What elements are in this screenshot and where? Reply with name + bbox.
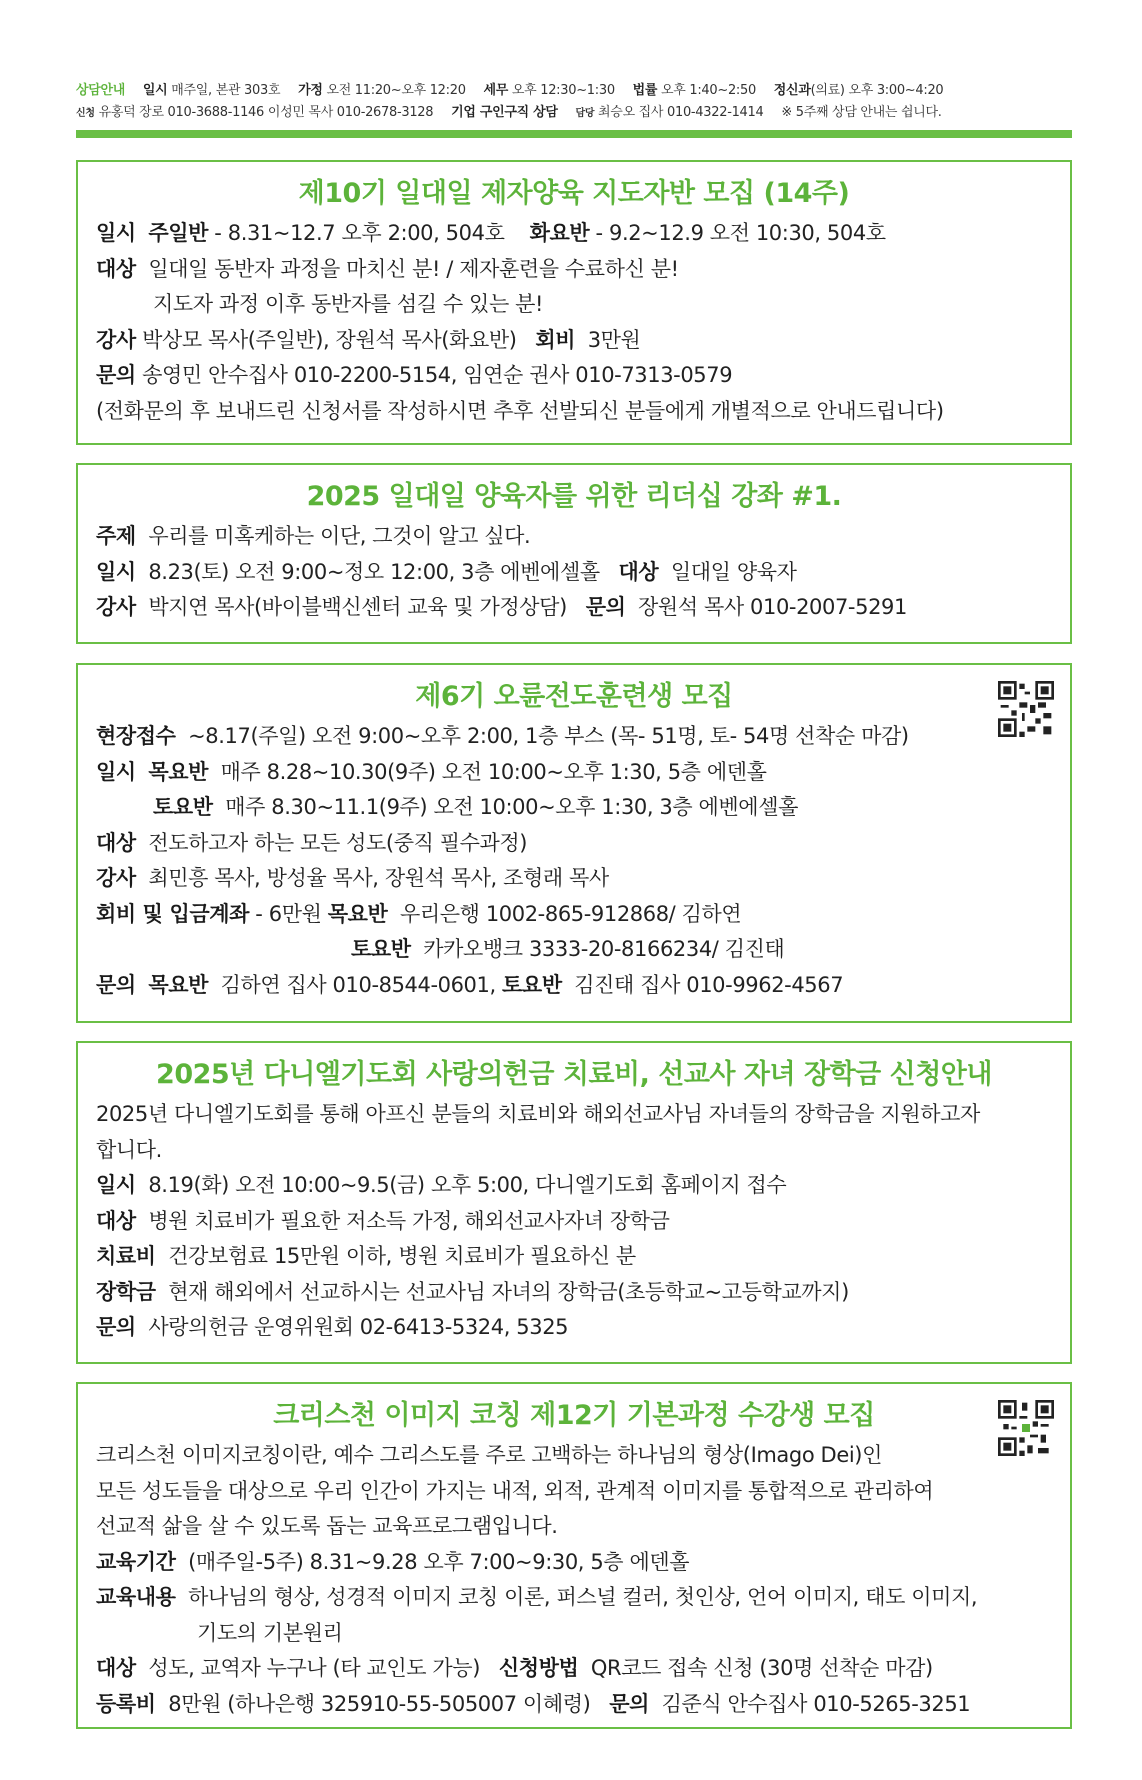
notice-title: 제10기 일대일 제자양육 지도자반 모집 (14주) <box>298 178 850 209</box>
period-row: 교육기간 (매주일-5주) 8.31~9.28 오후 7:00~9:30, 5층 에덴홀 <box>96 1549 690 1574</box>
teacher-row: 강사 박상모 목사(주일반), 장원석 목사(화요반) 회비 3만원 <box>96 327 641 352</box>
scholarship-row: 장학금 현재 해외에서 선교하시는 선교사님 자녀의 장학금(초등학교~고등학교까지) <box>96 1279 849 1304</box>
notice-daniel-prayer <box>76 1041 1072 1364</box>
contact-row: 문의 사랑의헌금 운영위원회 02-6413-5324, 5325 <box>96 1315 569 1339</box>
counseling-info <box>76 80 1072 125</box>
qr-code-icon[interactable] <box>998 1400 1054 1456</box>
notice-disciple-leader <box>76 160 1072 445</box>
notice-title: 2025 일대일 양육자를 위한 리더십 강좌 #1. <box>306 481 842 512</box>
fee-row: 등록비 8만원 (하나은행 325910-55-505007 이혜령) 문의 김준식 안수집사 010-5265-3251 <box>96 1691 971 1716</box>
target-row: 대상 일대일 동반자 과정을 마치신 분! / 제자훈련을 수료하신 분! <box>96 256 679 281</box>
counseling-line-1: 상담안내 일시 매주일, 본관 303호 가정 오전 11:20~오후 12:20 세무 오후 12:30~1:30 법률 오후 1:40~2:50 정신과(의료) 오후 3:00~4:20 <box>76 83 944 98</box>
notice-evangelism-training <box>76 663 1072 1023</box>
notice-title: 2025년 다니엘기도회 사랑의헌금 치료비, 선교사 자녀 장학금 신청안내 <box>156 1059 992 1090</box>
notice-title: 제6기 오륜전도훈련생 모집 <box>415 681 733 712</box>
contact-row: 문의 송영민 안수집사 010-2200-5154, 임연순 권사 010-7313-0579 <box>96 363 733 387</box>
content-row: 교육내용 하나님의 형상, 성경적 이미지 코칭 이론, 퍼스널 컬러, 첫인상, 언어 이미지, 태도 이미지, <box>96 1585 978 1609</box>
theme-row: 주제 우리를 미혹케하는 이단, 그것이 알고 싶다. <box>96 524 531 548</box>
target-row: 대상 병원 치료비가 필요한 저소득 가정, 해외선교사자녀 장학금 <box>96 1208 670 1233</box>
intro-line-3: 선교적 삶을 살 수 있도록 돕는 교육프로그램입니다. <box>96 1514 558 1538</box>
fee-row-sat: 토요반 카카오뱅크 3333-20-8166234/ 김진태 <box>351 937 785 961</box>
counseling-line-2: 신청 유홍덕 장로 010-3688-1146 이성민 목사 010-2678-3128 기업 구인구직 상담 담당 최승오 집사 010-4322-1414 ※ 5주째 상담 안내는 쉽니다. <box>76 105 942 120</box>
target-row-cont: 지도자 과정 이후 동반자를 섬길 수 있는 분! <box>153 292 544 316</box>
teacher-row: 강사 최민흥 목사, 방성율 목사, 장원석 목사, 조형래 목사 <box>96 866 609 890</box>
target-row: 대상 성도, 교역자 누구나 (타 교인도 가능) 신청방법 QR코드 접속 신청 (30명 선착순 마감) <box>96 1656 933 1680</box>
intro-line-1: 2025년 다니엘기도회를 통해 아프신 분들의 치료비와 해외선교사님 자녀들의 장학금을 지원하고자 <box>96 1102 980 1126</box>
notice-title: 크리스천 이미지 코칭 제12기 기본과정 수강생 모집 <box>273 1400 875 1431</box>
header-divider <box>76 130 1072 138</box>
intro-line-1: 크리스천 이미지코칭이란, 예수 그리스도를 주로 고백하는 하나님의 형상(Imago Dei)인 <box>96 1443 882 1467</box>
date-row: 일시 8.19(화) 오전 10:00~9.5(금) 오후 5:00, 다니엘기도회 홈페이지 접수 <box>96 1173 787 1197</box>
notice-leadership-lecture <box>76 463 1072 644</box>
qr-code-icon[interactable] <box>998 681 1054 737</box>
teacher-row: 강사 박지연 목사(바이블백신센터 교육 및 가정상담) 문의 장원석 목사 010-2007-5291 <box>96 595 907 619</box>
intro-line-2: 모든 성도들을 대상으로 우리 인간이 가지는 내적, 외적, 관계적 이미지를 통합적으로 관리하여 <box>96 1478 934 1503</box>
date-row: 일시 8.23(토) 오전 9:00~정오 12:00, 3층 에벤에셀홀 대상 일대일 양육자 <box>96 559 797 584</box>
intro-line-2: 합니다. <box>96 1137 162 1162</box>
fee-row: 회비 및 입금계좌 - 6만원 목요반 우리은행 1002-865-912868/ 김하연 <box>96 901 742 926</box>
date-row-thu: 일시 목요반 매주 8.28~10.30(9주) 오전 10:00~오후 1:30, 5층 에덴홀 <box>96 759 767 784</box>
medical-row: 치료비 건강보험료 15만원 이하, 병원 치료비가 필요하신 분 <box>96 1244 636 1268</box>
date-row: 일시 주일반 - 8.31~12.7 오후 2:00, 504호 화요반 - 9.2~12.9 오전 10:30, 504호 <box>96 221 886 245</box>
note-row: (전화문의 후 보내드린 신청서를 작성하시면 추후 선발되신 분들에게 개별적으로 안내드립니다) <box>96 398 944 423</box>
target-row: 대상 전도하고자 하는 모든 성도(중직 필수과정) <box>96 830 528 855</box>
contact-row: 문의 목요반 김하연 집사 010-8544-0601, 토요반 김진태 집사 010-9962-4567 <box>96 972 844 997</box>
notice-image-coaching <box>76 1382 1072 1729</box>
onsite-row: 현장접수 ~8.17(주일) 오전 9:00~오후 2:00, 1층 부스 (목- 51명, 토- 54명 선착순 마감) <box>96 724 909 748</box>
content-row-cont: 기도의 기본원리 <box>197 1620 343 1645</box>
date-row-sat: 토요반 매주 8.30~11.1(9주) 오전 10:00~오후 1:30, 3층 에벤에셀홀 <box>153 795 798 819</box>
